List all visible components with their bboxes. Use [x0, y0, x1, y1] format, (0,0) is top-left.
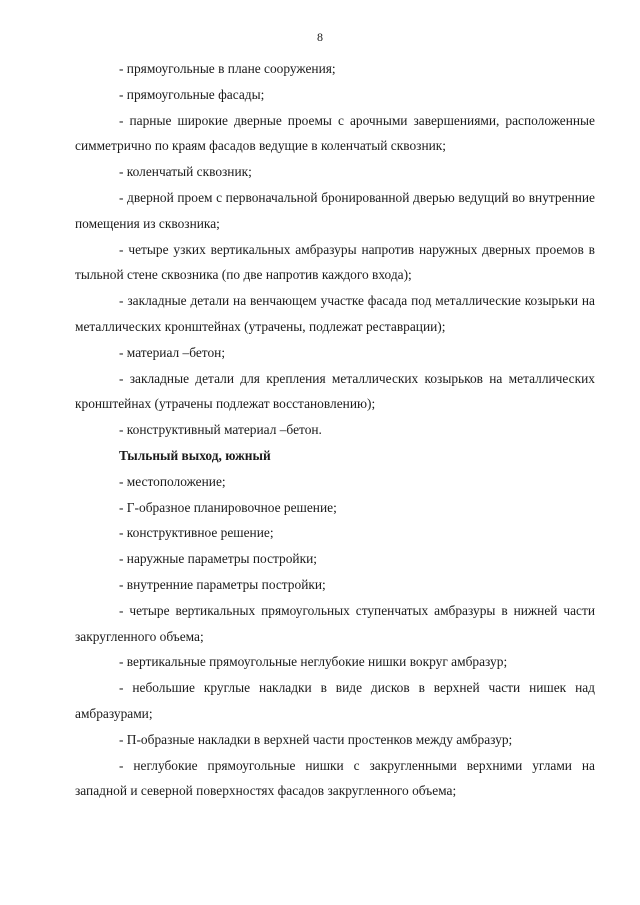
section-heading: Тыльный выход, южный — [119, 447, 271, 463]
list-item: - четыре узких вертикальных амбразуры напротив наружных дверных проемов в тыльной стене сквозника (по две напротив каждого входа); — [75, 241, 595, 283]
list-item: - прямоугольные фасады; — [119, 86, 265, 102]
document-body — [75, 56, 595, 804]
list-item: - Г-образное планировочное решение; — [119, 499, 337, 515]
list-item: - коленчатый сквозник; — [119, 164, 252, 180]
list-item: - конструктивный материал –бетон. — [119, 422, 322, 438]
list-item: - материал –бетон; — [119, 344, 226, 360]
list-item: - парные широкие дверные проемы с арочными завершениями, расположенные симметрично по краям фасадов ведущие в коленчатый сквозник; — [75, 112, 595, 154]
list-item: - П-образные накладки в верхней части простенков между амбразур; — [119, 731, 513, 747]
list-item: - внутренние параметры постройки; — [119, 576, 326, 592]
page-number: 8 — [317, 30, 323, 44]
list-item: - дверной проем с первоначальной бронированной дверью ведущий во внутренние помещения из сквозника; — [75, 189, 595, 231]
list-item: - местоположение; — [119, 473, 226, 489]
list-item: - неглубокие прямоугольные нишки с закругленными верхними углами на западной и северной поверхностях фасадов закругленного объема; — [75, 757, 595, 799]
list-item: - прямоугольные в плане сооружения; — [119, 61, 336, 76]
list-item: - закладные детали для крепления металлических козырьков на металлических кронштейнах (утрачены подлежат восстановлению); — [75, 370, 595, 412]
list-item: - четыре вертикальных прямоугольных ступенчатых амбразуры в нижней части закругленного объема; — [75, 602, 595, 644]
list-item: - закладные детали на венчающем участке фасада под металлические козырьки на металлических кронштейнах (утрачены, подлежат реставрации); — [75, 293, 595, 334]
list-item: - наружные параметры постройки; — [119, 551, 317, 567]
list-item: - вертикальные прямоугольные неглубокие нишки вокруг амбразур; — [119, 654, 508, 670]
list-item: - конструктивное решение; — [119, 525, 274, 541]
list-item: - небольшие круглые накладки в виде дисков в верхней части нишек над амбразурами; — [75, 680, 595, 721]
